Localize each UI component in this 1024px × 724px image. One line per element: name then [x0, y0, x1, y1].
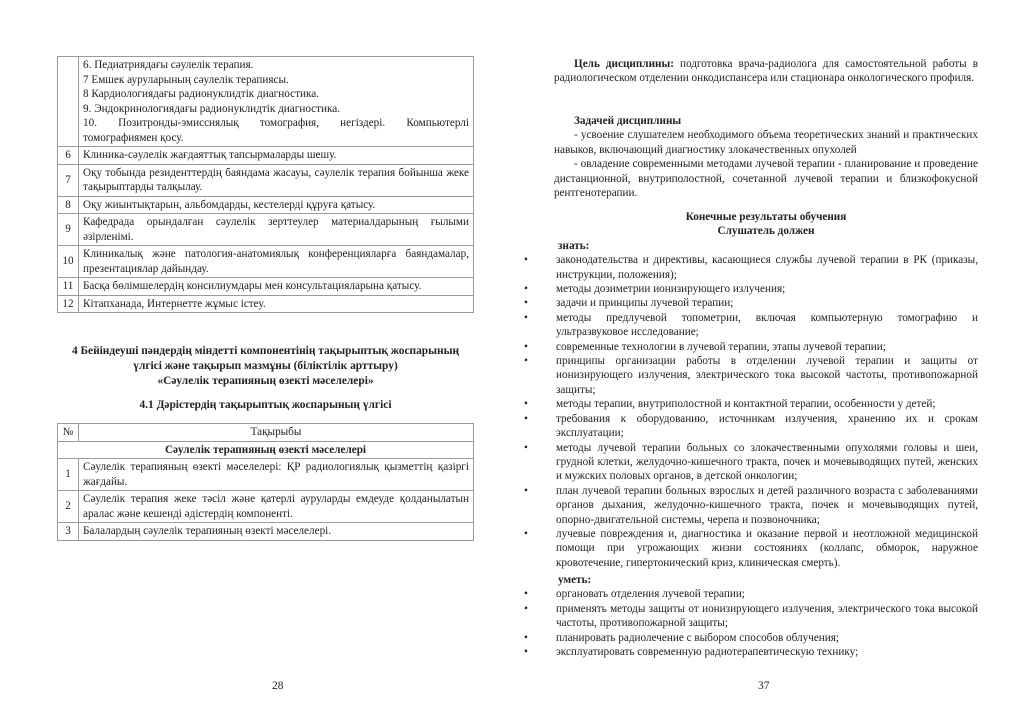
bullet-icon: • [524, 254, 528, 267]
list-line: 10. Позитронды-эмиссиялық томография, негіздері. Компьютерлі томографиямен қосу. [83, 117, 469, 144]
heading-line: үлгісі және тақырып мазмұны (біліктілік арттыру) [133, 360, 398, 372]
row-number: 11 [58, 278, 79, 296]
list-item: • эксплуатировать современную радиотерапевтическую технику; [524, 646, 859, 659]
column-header-number: № [58, 424, 79, 442]
task-item: - овладение современными методами лучевой терапии - планирование и проведение дистанционной, внутриполостной, сочетанной лучевой терапии и близкофокусной рентгенотерапии. [554, 158, 978, 200]
resident-work-table [57, 56, 474, 313]
list-line: 8 Кардиологиядағы радионуклидтік диагностика. [83, 88, 320, 100]
list-item: • применять методы защиты от ионизирующего излучения, электрического тока высокой частоты, противопожарной защиты; [524, 602, 978, 630]
page-number: 28 [272, 680, 284, 692]
list-item: • лучевые повреждения и, диагностика и оказание первой и неотложной медицинской помощи при угрожающих жизни состояниях (коллапс, обморок, наружное кровотечение, гипертонический криз, клиническая смерть). [524, 527, 978, 569]
section-4-1-heading: 4.1 Дәрістердің тақырыптық жоспарының үлгісі [139, 399, 392, 411]
bullet-icon: • [524, 441, 528, 454]
section-4-heading [57, 344, 474, 389]
table-row [58, 295, 474, 313]
table-row [58, 196, 474, 214]
bullet-icon: • [524, 311, 528, 324]
table-row [58, 278, 474, 296]
bullet-icon: • [524, 527, 528, 540]
page-number: 37 [758, 680, 770, 692]
row-number: 1 [58, 459, 79, 491]
list-line: 6. Педиатриядағы сәулелік терапия. [83, 59, 254, 71]
know-list [524, 253, 978, 570]
table-subheader-row [58, 441, 474, 459]
list-item: • методы лучевой терапии больных со злокачественными опухолями головы и шеи, грудной клетки, желудочно-кишечного тракта, почек и мочевыводящих путей, женских и мужских половых органов, в детской онкологии; [524, 441, 978, 483]
heading-line: «Сәулелік терапияның өзекті мәселелері» [157, 375, 374, 387]
table-cell: Клиника-сәулелік жағдаяттық тапсырмаларды шешу. [79, 147, 474, 165]
table-cell [79, 57, 474, 147]
list-line: 9. Эндокринологиядағы радионуклидтік диагностика. [83, 102, 341, 115]
list-item: • требования к оборудованию, источникам излучения, хранению их и срокам эксплуатации; [524, 412, 978, 440]
table-cell: Оқу тобында резиденттердің баяндама жасауы, сәулелік терапия бойынша жеке тақырыптарды талқылау. [79, 164, 474, 196]
row-number: 9 [58, 214, 79, 246]
table-header-row [58, 424, 474, 442]
table-row [58, 246, 474, 278]
can-list [524, 587, 978, 659]
list-item: • методы предлучевой топометрии, включая компьютерную томографию и ультразвуковое исследование; [524, 311, 978, 339]
row-number: 10 [58, 246, 79, 278]
bullet-icon: • [524, 355, 528, 368]
list-item: • принципы организации работы в отделении лучевой терапии и защиты от ионизирующего излучения, электрического тока высокой частоты, противопожарной защиты; [524, 355, 978, 396]
bullet-icon: • [524, 412, 528, 425]
table-row [58, 147, 474, 165]
row-number [58, 57, 79, 147]
table-row [58, 459, 474, 491]
row-number: 8 [58, 196, 79, 214]
learning-results [524, 210, 978, 570]
list-item: • современные технологии в лучевой терапии, этапы лучевой терапии; [524, 340, 886, 353]
bullet-icon: • [524, 340, 528, 353]
table-cell: Клиникалық және патология-анатомиялық конференцияларға баяндамалар, презентациялар дайындау. [79, 246, 474, 278]
tasks-label: Задачей дисциплины [574, 115, 682, 127]
table-row [58, 164, 474, 196]
bullet-icon: • [524, 283, 528, 296]
list-item: • методы дозиметрии ионизирующего излучения; [524, 283, 786, 296]
know-label: знать: [558, 239, 590, 252]
column-header-topic: Тақырыбы [79, 424, 474, 442]
bullet-icon: • [524, 646, 528, 659]
bullet-icon: • [524, 398, 528, 411]
goal-label: Цель дисциплины: [574, 58, 674, 70]
bullet-icon: • [524, 588, 528, 601]
table-subheader: Сәулелік терапияның өзекті мәселелері [58, 441, 474, 459]
list-item: • органовать отделения лучевой терапии; [524, 588, 745, 601]
bullet-icon: • [524, 484, 528, 497]
discipline-tasks [554, 114, 978, 200]
lectures-plan-table [57, 423, 474, 541]
table-cell: Балалардың сәулелік терапияның өзекті мәселелері. [79, 523, 474, 541]
table-cell: Сәулелік терапияның өзекті мәселелері: ҚР радиологиялық қызметтің қазіргі жағдайы. [79, 459, 474, 491]
list-item: • планировать радиолечение с выбором способов облучения; [524, 631, 840, 644]
table-row [58, 491, 474, 523]
goal-text: подготовка врача-радиолога для самостоятельной работы в радиологическом отделении онкодиспансера или стационара онкологического профиля. [554, 58, 978, 85]
task-item: - усвоение слушателем необходимого объема теоретических знаний и практических навыков, включающий диагностику злокачественных опухолей [554, 129, 978, 156]
bullet-icon: • [524, 297, 528, 310]
table-cell: Оқу жиынтықтарын, альбомдарды, кестелерді құруға қатысу. [79, 196, 474, 214]
results-subtitle: Слушатель должен [717, 225, 815, 238]
row-number: 12 [58, 295, 79, 313]
table-cell: Кітапханада, Интернетте жұмыс істеу. [79, 295, 474, 313]
results-title: Конечные результаты обучения [685, 211, 847, 223]
discipline-goal [554, 57, 978, 86]
list-line: 7 Емшек ауруларының сәулелік терапиясы. [83, 73, 289, 86]
list-item: • методы терапии, внутриполостной и контактной терапии, особенности у детей; [524, 398, 936, 411]
list-item: • задачи и принципы лучевой терапии; [524, 297, 734, 310]
list-item: • план лучевой терапии больных взрослых и детей различного возраста с заболеваниями органов дыхания, желудочно-кишечного тракта, почек и мочевыводящих путей, опорно-двигательной системы, черепа и позвоночника; [524, 484, 978, 526]
bullet-icon: • [524, 631, 528, 644]
can-label: уметь: [558, 574, 592, 586]
table-cell: Сәулелік терапия жеке тәсіл және қатерлі ауруларды емдеуде қолданылатын аралас және кешенді әдістердің компоненті. [79, 491, 474, 523]
row-number: 3 [58, 523, 79, 541]
table-cell: Кафедрада орындалған сәулелік зерттеулер материалдарының ғылыми әзірленімі. [79, 214, 474, 246]
table-row [58, 523, 474, 541]
table-row [58, 214, 474, 246]
table-row [58, 57, 474, 147]
bullet-icon: • [524, 602, 528, 615]
row-number: 7 [58, 164, 79, 196]
row-number: 6 [58, 147, 79, 165]
table-cell: Басқа бөлімшелердің консилиумдары мен консультацияларына қатысу. [79, 278, 474, 296]
right-page [512, 0, 1024, 724]
skills-section [524, 573, 978, 659]
list-item: • законодательства и директивы, касающиеся службы лучевой терапии в РК (приказы, инструкции, положения); [524, 254, 978, 281]
heading-line: 4 Бейіндеуші пәндердің міндетті компонентінің тақырыптық жоспарының [71, 345, 460, 357]
row-number: 2 [58, 491, 79, 523]
